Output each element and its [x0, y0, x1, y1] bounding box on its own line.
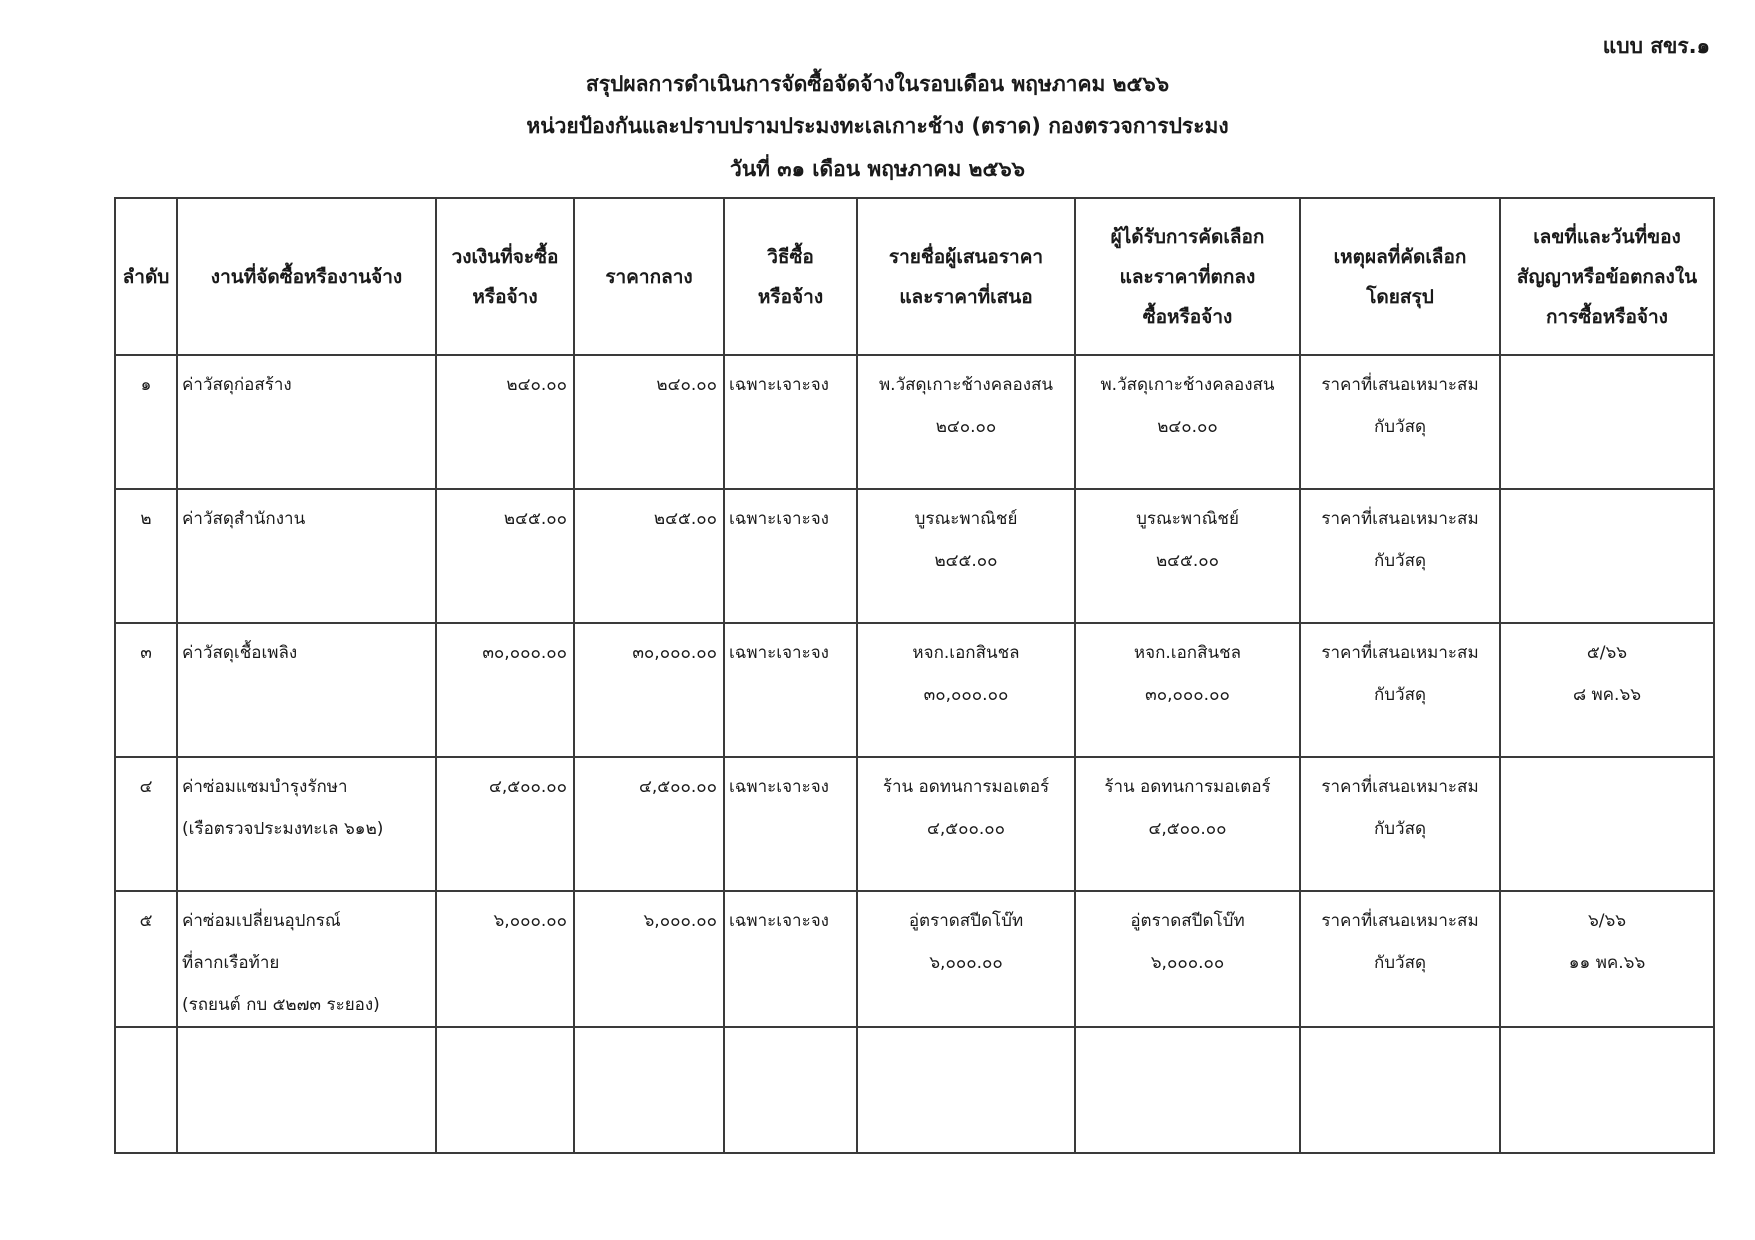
- row-selected: ร้าน อดทนการมอเตอร์ ๔,๕๐๐.๐๐: [1075, 757, 1300, 891]
- row-bidder: บูรณะพาณิชย์ ๒๔๕.๐๐: [857, 489, 1075, 623]
- header-reason: เหตุผลที่คัดเลือก โดยสรุป: [1300, 198, 1500, 355]
- row-contract: [1500, 757, 1714, 891]
- row-no: ๓: [115, 623, 177, 757]
- table-row: [115, 891, 1714, 1027]
- row-method: เฉพาะเจาะจง: [724, 757, 857, 891]
- empty-cell: [574, 1027, 724, 1153]
- row-reason: ราคาที่เสนอเหมาะสม กับวัสดุ: [1300, 355, 1500, 489]
- empty-cell: [724, 1027, 857, 1153]
- row-contract: [1500, 355, 1714, 489]
- row-selected: พ.วัสดุเกาะช้างคลองสน ๒๔๐.๐๐: [1075, 355, 1300, 489]
- row-work: ค่าซ่อมเปลี่ยนอุปกรณ์ ที่ลากเรือท้าย (รถยนต์ กบ ๕๒๗๓ ระยอง): [177, 891, 436, 1027]
- row-median: ๖,๐๐๐.๐๐: [574, 891, 724, 1027]
- row-reason: ราคาที่เสนอเหมาะสม กับวัสดุ: [1300, 891, 1500, 1027]
- empty-cell: [857, 1027, 1075, 1153]
- row-no: ๑: [115, 355, 177, 489]
- row-budget: ๒๔๕.๐๐: [436, 489, 574, 623]
- row-selected: บูรณะพาณิชย์ ๒๔๕.๐๐: [1075, 489, 1300, 623]
- row-method: เฉพาะเจาะจง: [724, 355, 857, 489]
- table-row: [115, 489, 1714, 623]
- row-no: ๕: [115, 891, 177, 1027]
- empty-cell: [1300, 1027, 1500, 1153]
- table-header-row: [115, 198, 1714, 355]
- agency-name: หน่วยป้องกันและปราบปรามประมงทะเลเกาะช้าง (ตราด) กองตรวจการประมง: [526, 114, 1229, 138]
- table-row-empty: [115, 1027, 1714, 1153]
- row-no: ๔: [115, 757, 177, 891]
- row-work: ค่าซ่อมแซมบำรุงรักษา (เรือตรวจประมงทะเล ๖๑๒): [177, 757, 436, 891]
- row-selected: หจก.เอกสินชล ๓๐,๐๐๐.๐๐: [1075, 623, 1300, 757]
- form-code: แบบ สขร.๑: [1602, 34, 1710, 58]
- row-budget: ๒๔๐.๐๐: [436, 355, 574, 489]
- row-reason: ราคาที่เสนอเหมาะสม กับวัสดุ: [1300, 489, 1500, 623]
- row-bidder: อู่ตราดสปีดโบ๊ท ๖,๐๐๐.๐๐: [857, 891, 1075, 1027]
- empty-cell: [436, 1027, 574, 1153]
- empty-cell: [177, 1027, 436, 1153]
- row-selected: อู่ตราดสปีดโบ๊ท ๖,๐๐๐.๐๐: [1075, 891, 1300, 1027]
- report-date: วันที่ ๓๑ เดือน พฤษภาคม ๒๕๖๖: [729, 157, 1026, 181]
- procurement-table: [114, 197, 1715, 1154]
- empty-cell: [1075, 1027, 1300, 1153]
- row-method: เฉพาะเจาะจง: [724, 891, 857, 1027]
- table-row: [115, 757, 1714, 891]
- header-bidders: รายชื่อผู้เสนอราคา และราคาที่เสนอ: [857, 198, 1075, 355]
- row-median: ๓๐,๐๐๐.๐๐: [574, 623, 724, 757]
- header-budget: วงเงินที่จะซื้อ หรือจ้าง: [436, 198, 574, 355]
- header-no: ลำดับ: [115, 198, 177, 355]
- row-reason: ราคาที่เสนอเหมาะสม กับวัสดุ: [1300, 623, 1500, 757]
- row-median: ๔,๕๐๐.๐๐: [574, 757, 724, 891]
- row-no: ๒: [115, 489, 177, 623]
- row-work: ค่าวัสดุสำนักงาน: [177, 489, 436, 623]
- table-row: [115, 623, 1714, 757]
- row-contract: [1500, 489, 1714, 623]
- row-work: ค่าวัสดุเชื้อเพลิง: [177, 623, 436, 757]
- row-contract: ๕/๖๖ ๘ พค.๖๖: [1500, 623, 1714, 757]
- row-bidder: พ.วัสดุเกาะช้างคลองสน ๒๔๐.๐๐: [857, 355, 1075, 489]
- report-title: สรุปผลการดำเนินการจัดซื้อจัดจ้างในรอบเดือน พฤษภาคม ๒๕๖๖: [585, 72, 1170, 96]
- row-work: ค่าวัสดุก่อสร้าง: [177, 355, 436, 489]
- empty-cell: [115, 1027, 177, 1153]
- empty-cell: [1500, 1027, 1714, 1153]
- row-median: ๒๔๐.๐๐: [574, 355, 724, 489]
- row-median: ๒๔๕.๐๐: [574, 489, 724, 623]
- header-work: งานที่จัดซื้อหรืองานจ้าง: [177, 198, 436, 355]
- row-bidder: หจก.เอกสินชล ๓๐,๐๐๐.๐๐: [857, 623, 1075, 757]
- row-budget: ๖,๐๐๐.๐๐: [436, 891, 574, 1027]
- row-budget: ๓๐,๐๐๐.๐๐: [436, 623, 574, 757]
- row-bidder: ร้าน อดทนการมอเตอร์ ๔,๕๐๐.๐๐: [857, 757, 1075, 891]
- row-reason: ราคาที่เสนอเหมาะสม กับวัสดุ: [1300, 757, 1500, 891]
- row-method: เฉพาะเจาะจง: [724, 489, 857, 623]
- row-method: เฉพาะเจาะจง: [724, 623, 857, 757]
- table-row: [115, 355, 1714, 489]
- header-method: วิธีซื้อ หรือจ้าง: [724, 198, 857, 355]
- header-selected: ผู้ได้รับการคัดเลือก และราคาที่ตกลง ซื้อหรือจ้าง: [1075, 198, 1300, 355]
- header-median-price: ราคากลาง: [574, 198, 724, 355]
- header-contract: เลขที่และวันที่ของ สัญญาหรือข้อตกลงใน การซื้อหรือจ้าง: [1500, 198, 1714, 355]
- row-budget: ๔,๕๐๐.๐๐: [436, 757, 574, 891]
- row-contract: ๖/๖๖ ๑๑ พค.๖๖: [1500, 891, 1714, 1027]
